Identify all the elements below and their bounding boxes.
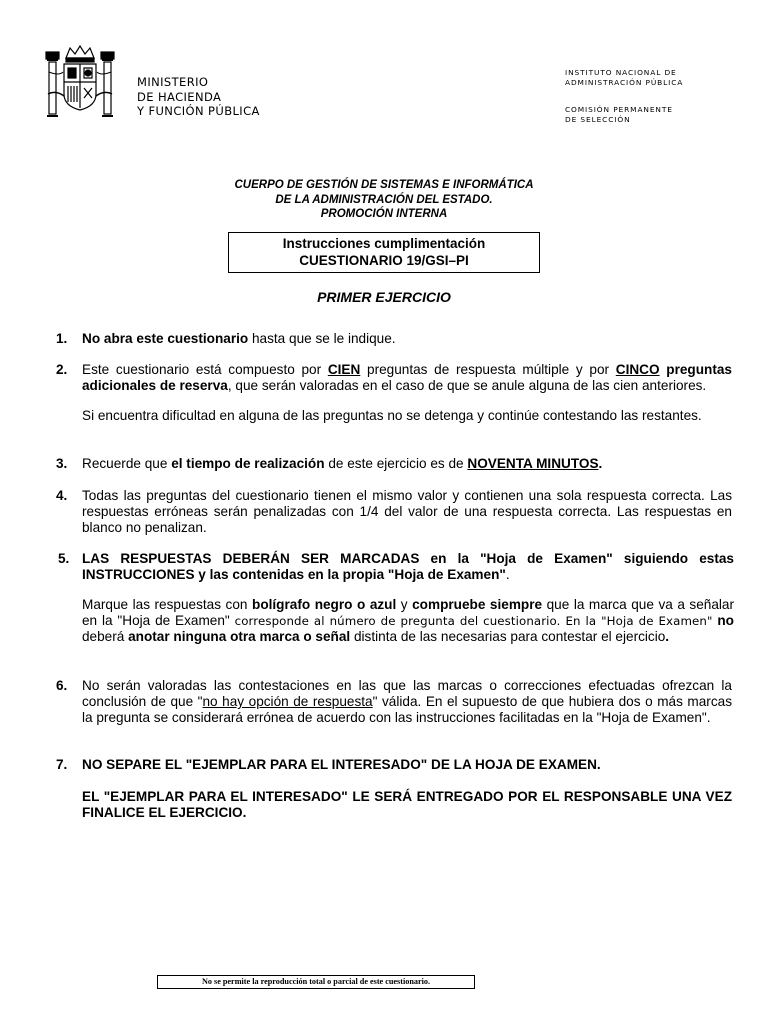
cuerpo-line-1: CUERPO DE GESTIÓN DE SISTEMAS E INFORMÁTICA — [234, 179, 534, 191]
cuerpo-heading — [0, 178, 768, 222]
copyright-notice: No se permite la reproducción total o parcial de este cuestionario. — [157, 975, 475, 989]
item-5-p2-text-4: deberá — [82, 629, 129, 644]
institute-line-1: INSTITUTO NACIONAL DE — [565, 68, 677, 77]
item-number: 5. — [58, 551, 70, 566]
item-number: 1. — [56, 331, 68, 346]
instruction-item-7 — [56, 757, 732, 821]
item-2-paragraph-2: Si encuentra dificultad en alguna de las preguntas no se detenga y continúe contestando las restantes. — [82, 408, 702, 423]
cuerpo-line-2: DE LA ADMINISTRACIÓN DEL ESTADO. — [275, 193, 493, 206]
instruction-item-5 — [58, 551, 734, 645]
ministry-line-3: Y FUNCIÓN PÚBLICA — [137, 104, 260, 118]
item-3-text-2: de este ejercicio es de — [324, 456, 468, 471]
item-2-text-2: preguntas de respuesta múltiple y por — [360, 362, 616, 377]
item-3-duration: NOVENTA MINUTOS — [467, 456, 599, 471]
item-5-p2-mono: corresponde al número de pregunta del cuestionario. En la "Hoja de Examen" — [234, 614, 713, 628]
ministry-line-1: MINISTERIO — [137, 75, 209, 89]
item-number: 6. — [56, 678, 68, 693]
item-5-p2-bold-4: anotar ninguna otra marca o señal — [128, 629, 351, 644]
item-number: 3. — [56, 456, 68, 471]
item-3-bold: el tiempo de realización — [171, 456, 325, 471]
item-7-paragraph-1: NO SEPARE EL "EJEMPLAR PARA EL INTERESADO" DE LA HOJA DE EXAMEN. — [82, 757, 601, 772]
cuerpo-line-3: PROMOCIÓN INTERNA — [320, 208, 448, 220]
item-1-rest: hasta que se le indique. — [248, 331, 396, 346]
instruction-item-1 — [56, 331, 732, 347]
item-1-bold: No abra este cuestionario — [82, 331, 249, 346]
questionnaire-title-box — [228, 232, 540, 273]
item-2-cien: CIEN — [327, 362, 361, 377]
item-3-text-3: . — [598, 456, 603, 471]
item-3-text-1: Recuerde que — [82, 456, 172, 471]
item-2-bold: preguntas adicionales de reserva — [82, 362, 732, 393]
instruction-item-2 — [56, 362, 732, 424]
item-5-p2-bold-3: no — [712, 613, 734, 628]
item-6-underlined: no hay opción de respuesta — [202, 694, 373, 709]
item-5-bold: LAS RESPUESTAS DEBERÁN SER MARCADAS en la "Hoja de Examen" siguiendo estas INSTRUCCIONES y las contenidas en la propia "Hoja de Examen" — [82, 551, 734, 582]
item-5-p2-bold-5: . — [665, 629, 670, 644]
instruction-item-6 — [56, 678, 732, 726]
institute-line-2: ADMINISTRACIÓN PÚBLICA — [565, 78, 684, 87]
item-4-text: Todas las preguntas del cuestionario tienen el mismo valor y contienen una sola respuesta correcta. Las respuestas erróneas serán penalizadas con 1/4 del valor de una respuesta correcta. Las respuestas en blanco no penalizan. — [82, 488, 732, 535]
item-7-paragraph-2: EL "EJEMPLAR PARA EL INTERESADO" LE SERÁ ENTREGADO POR EL RESPONSABLE UNA VEZ FINALICE EL EJERCICIO. — [82, 789, 732, 820]
coat-of-arms-logo — [44, 44, 116, 126]
institute-header — [565, 68, 683, 125]
ministry-line-2: DE HACIENDA — [137, 89, 222, 104]
item-5-p2-bold-1: bolígrafo negro o azul — [252, 597, 397, 612]
item-number: 2. — [56, 362, 68, 377]
item-5-p2-text-5: distinta de las necesarias para contestar el ejercicio — [350, 629, 666, 644]
exercise-title: PRIMER EJERCICIO — [317, 289, 451, 305]
box-line-2: CUESTIONARIO 19/GSI–PI — [299, 252, 469, 268]
item-6-text-2: " válida. En el supuesto de que hubiera dos o más marcas la pregunta se considerará errónea de acuerdo con las instrucciones facilitadas en la "Hoja de Examen". — [82, 694, 732, 725]
ministry-name — [137, 75, 260, 119]
item-2-text-3: , que serán valoradas en el caso de que se anule alguna de las cien anteriores. — [227, 378, 707, 393]
item-5-p2-text-2: y — [396, 597, 413, 612]
commission-line-2: DE SELECCIÓN — [565, 115, 631, 124]
commission-line-1: COMISIÓN PERMANENTE — [565, 105, 673, 114]
item-5-p2-text-1: Marque las respuestas con — [82, 597, 253, 612]
item-number: 4. — [56, 488, 68, 503]
item-5-text: . — [505, 567, 510, 582]
item-5-p2-text-3: que la marca que va a señalar en la "Hoja de Examen" — [82, 597, 735, 628]
item-6-text-1: No serán valoradas las contestaciones en las que las marcas o correcciones efectuadas ofrezcan la conclusión de que " — [82, 678, 732, 709]
item-2-cinco: CINCO — [615, 362, 660, 377]
instruction-item-4 — [56, 488, 732, 536]
item-5-p2-bold-2: compruebe siempre — [412, 597, 543, 612]
box-line-1: Instrucciones cumplimentación — [282, 236, 486, 251]
item-2-text-1: Este cuestionario está compuesto por — [82, 362, 328, 377]
item-number: 7. — [56, 757, 68, 772]
instruction-item-3 — [56, 456, 732, 472]
